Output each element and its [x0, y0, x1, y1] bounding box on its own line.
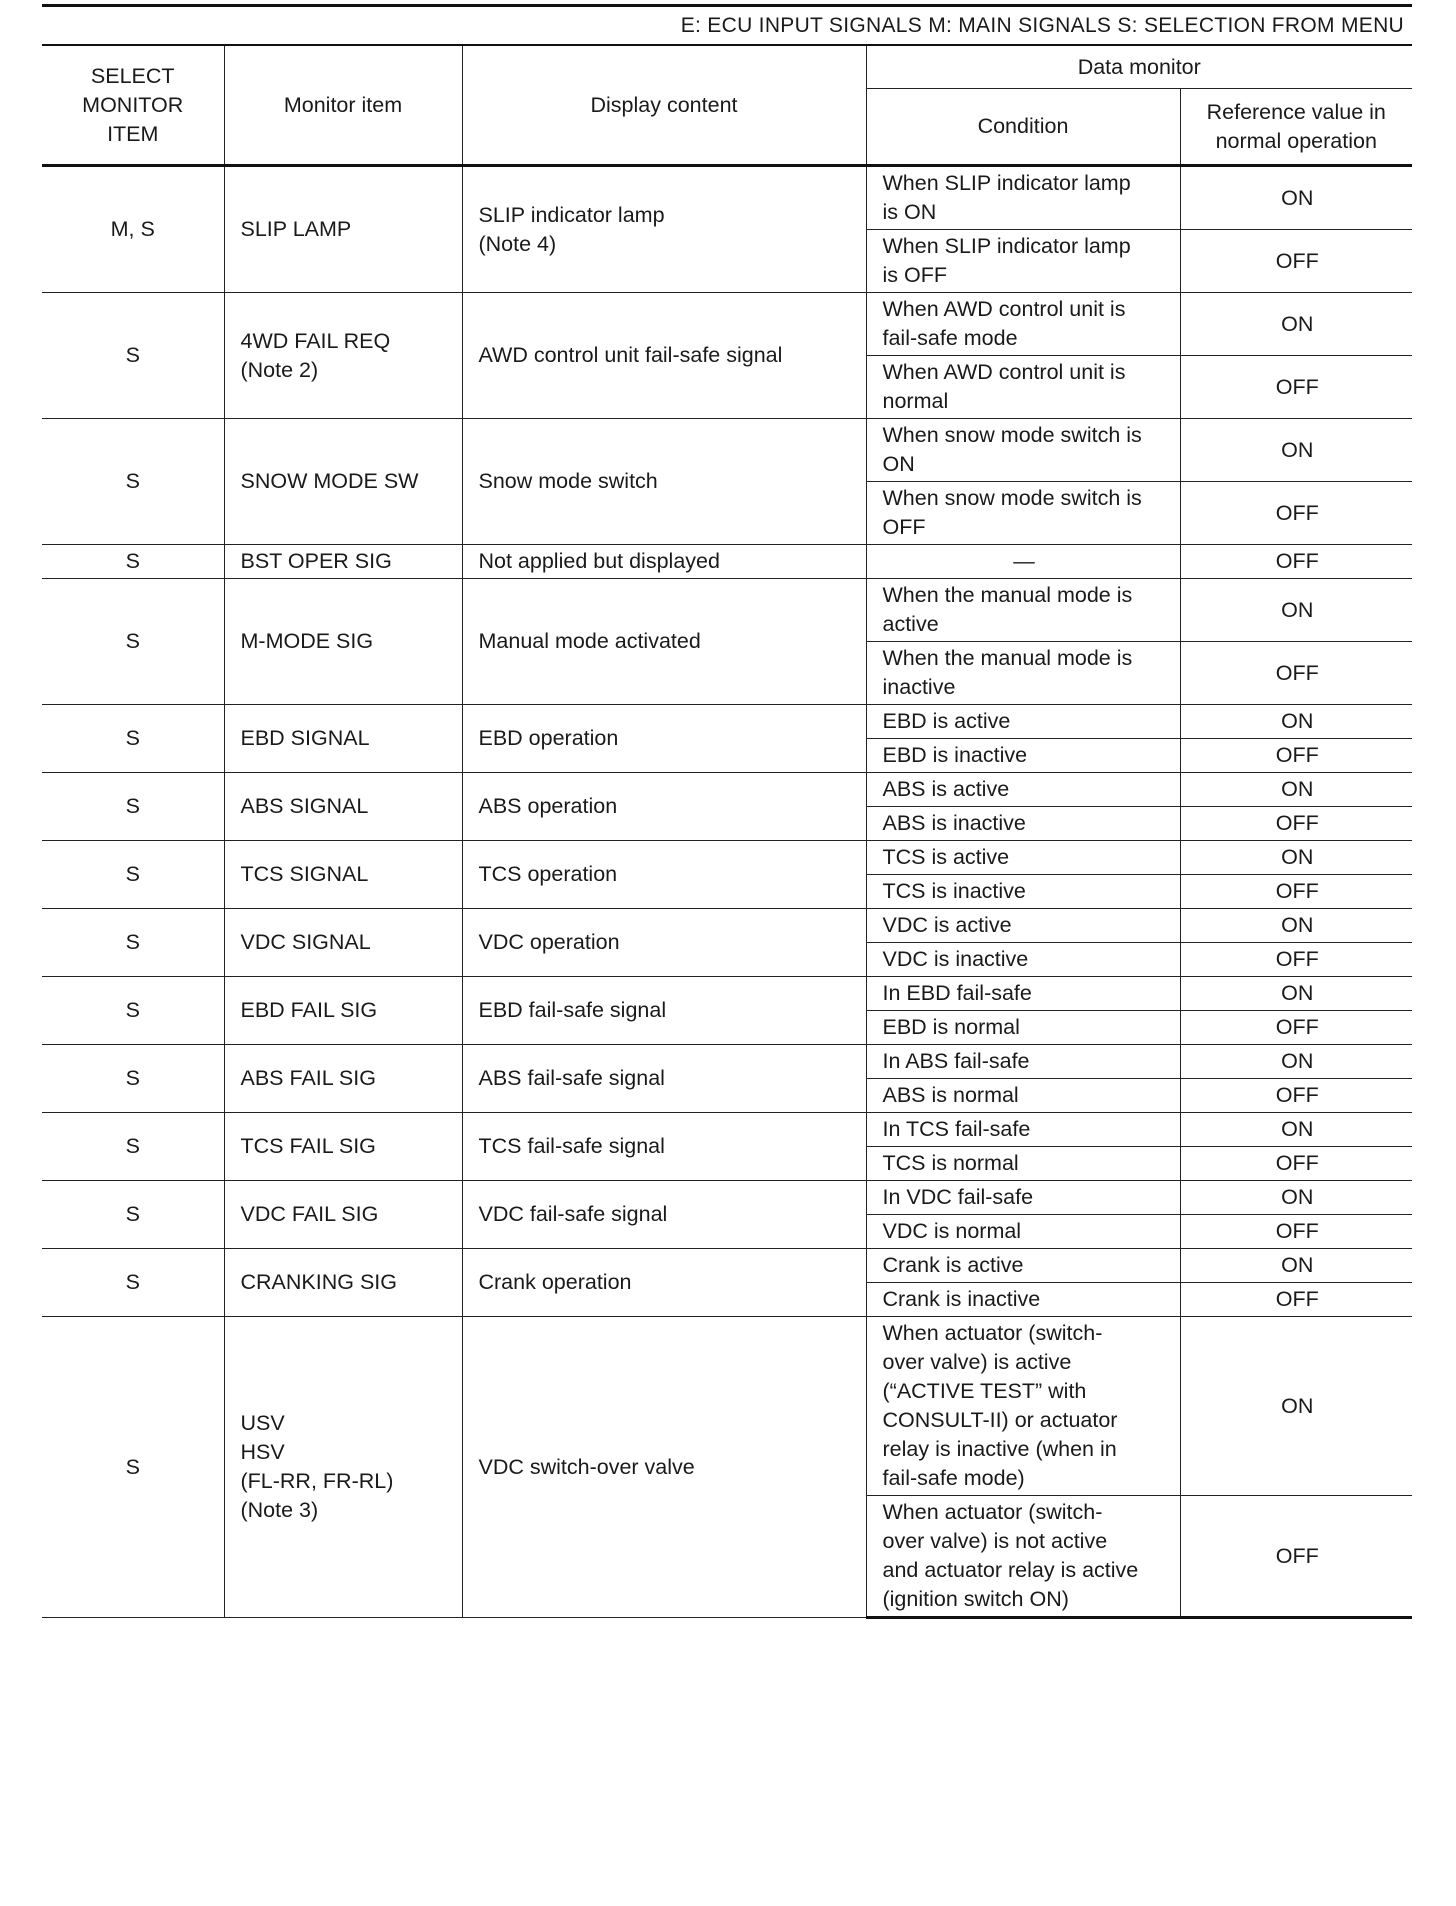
header-monitor-item: Monitor item	[224, 45, 462, 166]
condition-cell: When actuator (switch- over valve) is not active and actuator relay is active (ignition switch ON)	[866, 1496, 1180, 1618]
condition-cell: When SLIP indicator lamp is ON	[866, 166, 1180, 230]
reference-value-cell: ON	[1180, 1317, 1412, 1496]
display-content-cell: ABS fail-safe signal	[462, 1045, 866, 1113]
table-row	[42, 977, 1412, 1011]
reference-value-cell: OFF	[1180, 739, 1412, 773]
select-monitor-item-cell: S	[42, 419, 224, 545]
display-content-cell: EBD fail-safe signal	[462, 977, 866, 1045]
condition-cell: When AWD control unit is normal	[866, 356, 1180, 419]
monitor-item-cell: USV HSV (FL-RR, FR-RL) (Note 3)	[224, 1317, 462, 1618]
monitor-item-cell: VDC FAIL SIG	[224, 1181, 462, 1249]
reference-value-cell: ON	[1180, 841, 1412, 875]
condition-cell: VDC is active	[866, 909, 1180, 943]
reference-value-cell: OFF	[1180, 1147, 1412, 1181]
reference-value-cell: OFF	[1180, 230, 1412, 293]
condition-cell: VDC is normal	[866, 1215, 1180, 1249]
display-content-cell: Not applied but displayed	[462, 545, 866, 579]
header-display-content: Display content	[462, 45, 866, 166]
condition-cell: When snow mode switch is OFF	[866, 482, 1180, 545]
table-row	[42, 419, 1412, 482]
reference-value-cell: ON	[1180, 773, 1412, 807]
reference-value-cell: ON	[1180, 293, 1412, 356]
display-content-cell: Crank operation	[462, 1249, 866, 1317]
monitor-item-cell: ABS FAIL SIG	[224, 1045, 462, 1113]
reference-value-cell: OFF	[1180, 1283, 1412, 1317]
condition-cell: EBD is normal	[866, 1011, 1180, 1045]
monitor-item-cell: 4WD FAIL REQ (Note 2)	[224, 293, 462, 419]
monitor-item-cell: M-MODE SIG	[224, 579, 462, 705]
condition-cell: TCS is active	[866, 841, 1180, 875]
monitor-item-cell: EBD FAIL SIG	[224, 977, 462, 1045]
select-monitor-item-cell: M, S	[42, 166, 224, 293]
table-row	[42, 1317, 1412, 1496]
select-monitor-item-cell: S	[42, 1317, 224, 1618]
table-row	[42, 841, 1412, 875]
header-select-monitor-item: SELECT MONITOR ITEM	[42, 45, 224, 166]
select-monitor-item-cell: S	[42, 1113, 224, 1181]
condition-cell: EBD is active	[866, 705, 1180, 739]
condition-cell: In TCS fail-safe	[866, 1113, 1180, 1147]
display-content-cell: Snow mode switch	[462, 419, 866, 545]
table-row	[42, 1181, 1412, 1215]
condition-cell: When the manual mode is inactive	[866, 642, 1180, 705]
table-row	[42, 293, 1412, 356]
monitor-item-cell: CRANKING SIG	[224, 1249, 462, 1317]
condition-cell: In ABS fail-safe	[866, 1045, 1180, 1079]
condition-cell: TCS is normal	[866, 1147, 1180, 1181]
display-content-cell: VDC switch-over valve	[462, 1317, 866, 1618]
condition-cell: When AWD control unit is fail-safe mode	[866, 293, 1180, 356]
reference-value-cell: OFF	[1180, 642, 1412, 705]
select-monitor-item-cell: S	[42, 1045, 224, 1113]
monitor-item-cell: TCS SIGNAL	[224, 841, 462, 909]
monitor-item-cell: TCS FAIL SIG	[224, 1113, 462, 1181]
reference-value-cell: OFF	[1180, 1011, 1412, 1045]
table-body	[42, 166, 1412, 1618]
display-content-cell: VDC fail-safe signal	[462, 1181, 866, 1249]
data-monitor-sheet	[42, 4, 1412, 1619]
select-monitor-item-cell: S	[42, 841, 224, 909]
select-monitor-item-cell: S	[42, 909, 224, 977]
condition-cell: When the manual mode is active	[866, 579, 1180, 642]
reference-value-cell: OFF	[1180, 807, 1412, 841]
table-row	[42, 1249, 1412, 1283]
select-monitor-item-cell: S	[42, 773, 224, 841]
table-row	[42, 545, 1412, 579]
display-content-cell: SLIP indicator lamp (Note 4)	[462, 166, 866, 293]
reference-value-cell: ON	[1180, 977, 1412, 1011]
reference-value-cell: OFF	[1180, 482, 1412, 545]
header-reference-value: Reference value in normal operation	[1180, 89, 1412, 166]
condition-cell: ABS is active	[866, 773, 1180, 807]
condition-cell: ABS is inactive	[866, 807, 1180, 841]
condition-cell: Crank is inactive	[866, 1283, 1180, 1317]
signal-legend: E: ECU INPUT SIGNALS M: MAIN SIGNALS S: SELECTION FROM MENU	[42, 4, 1412, 44]
display-content-cell: ABS operation	[462, 773, 866, 841]
select-monitor-item-cell: S	[42, 293, 224, 419]
reference-value-cell: OFF	[1180, 356, 1412, 419]
header-data-monitor: Data monitor	[866, 45, 1412, 89]
reference-value-cell: ON	[1180, 1113, 1412, 1147]
table-row	[42, 579, 1412, 642]
display-content-cell: TCS operation	[462, 841, 866, 909]
condition-cell: In VDC fail-safe	[866, 1181, 1180, 1215]
reference-value-cell: OFF	[1180, 875, 1412, 909]
condition-cell: When snow mode switch is ON	[866, 419, 1180, 482]
condition-cell: ABS is normal	[866, 1079, 1180, 1113]
display-content-cell: AWD control unit fail-safe signal	[462, 293, 866, 419]
condition-cell: VDC is inactive	[866, 943, 1180, 977]
display-content-cell: Manual mode activated	[462, 579, 866, 705]
display-content-cell: EBD operation	[462, 705, 866, 773]
table-row	[42, 166, 1412, 230]
monitor-item-cell: BST OPER SIG	[224, 545, 462, 579]
reference-value-cell: ON	[1180, 1249, 1412, 1283]
condition-cell: Crank is active	[866, 1249, 1180, 1283]
condition-cell: When SLIP indicator lamp is OFF	[866, 230, 1180, 293]
reference-value-cell: ON	[1180, 909, 1412, 943]
table-row	[42, 1113, 1412, 1147]
select-monitor-item-cell: S	[42, 1181, 224, 1249]
monitor-item-cell: SNOW MODE SW	[224, 419, 462, 545]
select-monitor-item-cell: S	[42, 977, 224, 1045]
reference-value-cell: ON	[1180, 1045, 1412, 1079]
table-row	[42, 909, 1412, 943]
reference-value-cell: OFF	[1180, 1496, 1412, 1618]
header-condition: Condition	[866, 89, 1180, 166]
select-monitor-item-cell: S	[42, 579, 224, 705]
table-row	[42, 1045, 1412, 1079]
monitor-item-cell: EBD SIGNAL	[224, 705, 462, 773]
condition-cell: In EBD fail-safe	[866, 977, 1180, 1011]
condition-cell: —	[866, 545, 1180, 579]
reference-value-cell: OFF	[1180, 1079, 1412, 1113]
reference-value-cell: ON	[1180, 419, 1412, 482]
monitor-item-cell: SLIP LAMP	[224, 166, 462, 293]
reference-value-cell: ON	[1180, 579, 1412, 642]
table-row	[42, 773, 1412, 807]
monitor-item-cell: ABS SIGNAL	[224, 773, 462, 841]
reference-value-cell: OFF	[1180, 943, 1412, 977]
condition-cell: TCS is inactive	[866, 875, 1180, 909]
select-monitor-item-cell: S	[42, 705, 224, 773]
reference-value-cell: ON	[1180, 1181, 1412, 1215]
reference-value-cell: ON	[1180, 166, 1412, 230]
table-row	[42, 705, 1412, 739]
data-monitor-table	[42, 44, 1412, 1619]
condition-cell: When actuator (switch- over valve) is active (“ACTIVE TEST” with CONSULT-II) or actuator relay is inactive (when in fail-safe mode)	[866, 1317, 1180, 1496]
select-monitor-item-cell: S	[42, 1249, 224, 1317]
display-content-cell: TCS fail-safe signal	[462, 1113, 866, 1181]
reference-value-cell: OFF	[1180, 1215, 1412, 1249]
monitor-item-cell: VDC SIGNAL	[224, 909, 462, 977]
display-content-cell: VDC operation	[462, 909, 866, 977]
select-monitor-item-cell: S	[42, 545, 224, 579]
reference-value-cell: OFF	[1180, 545, 1412, 579]
condition-cell: EBD is inactive	[866, 739, 1180, 773]
reference-value-cell: ON	[1180, 705, 1412, 739]
